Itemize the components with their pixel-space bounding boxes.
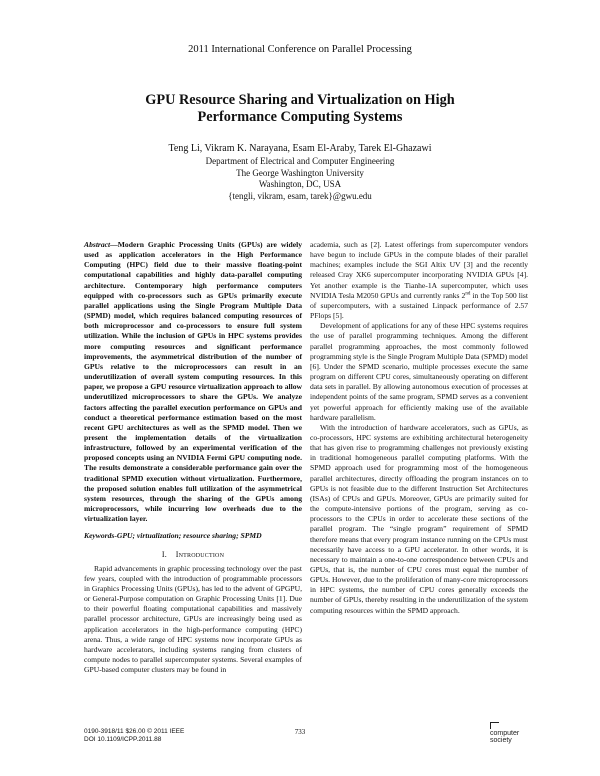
affiliation-university: The George Washington University: [236, 167, 364, 178]
abstract-text: —Modern Graphic Processing Units (GPUs) are widely used as application accelerators in the High Performance Computing (HPC) field due to their massive floating-point computational capabilities and highly data-parallel computing architecture. Contemporary high performance computers equipped with co-processors such as GPUs primarily execute parallel applications using the Single Program Multiple Data (SPMD) model, which requires balanced computing resources of both microprocessor and co-processors to ensure full system utilization. While the inclusion of GPUs in HPC systems provides more computing resources and significant performance improvements, the asymmetrical distribution of the number of GPUs relative to the microprocessors can result in an underutilization of overall system computing resources. In this paper, we propose a GPU resource virtualization approach to allow underutilized microprocessors to share the GPUs. We analyze factors affecting the parallel execution performance on GPUs and conduct a theoretical performance estimation based on the most recent GPU architectures as well as the SPMD model. Then we present the implementation details of the virtualization infrastructure, followed by an experimental verification of the proposed concepts using an NVIDIA Fermi GPU computing node. The results demonstrate a considerable performance gain over the traditional SPMD execution without virtualization. Furthermore, the proposed solution enables full utilization of the asymmetrical system resources, through the sharing of the GPUs among microprocessors, while incurring low overheads due to the virtualization layer.: [84, 240, 302, 524]
affiliation-block: [0, 156, 600, 202]
logo-text-line2: society: [490, 737, 512, 744]
author-emails: {tengli, vikram, esam, tarek}@gwu.edu: [228, 190, 372, 201]
logo-mark-icon: [490, 722, 499, 729]
logo-text-line1: computer: [490, 730, 520, 737]
intro-paragraph-1: Rapid advancements in graphic processing technology over the past few years, coupled with the introduction of programmable processors in Graphics Processing Units (GPUs), has led to the advent of GPGPU, or General-Purpose computation on Graphic Processing Units [1]. Due to their powerful floating computational capabilities and massively parallel processor architecture, GPUs are increasingly being used as application accelerators in the high-performance computing (HPC) arena. Thus, a wide range of HPC systems now incorporate GPUs as hardware accelerators, including systems ranging from clusters of compute nodes to parallel supercomputer systems. Several examples of GPU-based computer clusters may be found in: [84, 563, 302, 675]
ordinal-superscript: nd: [465, 291, 471, 297]
abstract-label: Abstract: [84, 240, 111, 249]
right-column: [310, 240, 528, 616]
intro-paragraph-3: With the introduction of hardware accelerators, such as GPUs, as co-processors, HPC systems are exhibiting architectural heterogeneity that has given rise to programming challenges not previously existing in traditional homogeneous parallel computing platforms. With the SPMD approach used for programming most of the homogeneous parallel architectures, directly offloading the program instances on to GPUs is not feasible due to the different Instruction Set Architectures (ISAs) of CPUs and GPUs. Moreover, GPUs are primarily suited for the compute-intensive portions of the program, serving as co-processors to the CPUs in order to accelerate these sections of the parallel program. The “single program” requirement of SPMD therefore means that every program instance running on the CPUs must necessarily have access to a GPU accelerator. In other words, it is necessary to maintain a one-to-one correspondence between CPUs and GPUs, that is, the number of CPU cores must equal the number of GPUs. However, due to the proliferation of many-core microprocessors in HPC systems, the number of CPU cores generally exceeds the number of GPUs, thereby resulting in the underutilization of the system computing resources within the SPMD approach.: [310, 422, 528, 615]
section-number: I.: [161, 549, 167, 559]
section-title: Introduction: [175, 549, 225, 559]
intro-paragraph-2: Development of applications for any of these HPC systems requires the use of parallel programming techniques. Among the different parallel programming approaches, the most commonly followed programming style is the Single Program Multiple Data (SPMD) model [6]. Under the SPMD scenario, multiple processes execute the same program on different CPU cores, simultaneously operating on different data sets in parallel. By allowing autonomous execution of processes at independent points of the same program, SPMD serves as a convenient yet powerful approach for efficiently making use of the available hardware parallelism.: [310, 321, 528, 422]
keywords: Keywords-GPU; virtualization; resource sharing; SPMD: [84, 531, 262, 541]
affiliation-dept: Department of Electrical and Computer Engineering: [205, 156, 395, 166]
intro-continued-text-b: in the Top 500 list of supercomputers, with a sustained Linpack performance of 2.57 PFlops [5].: [310, 290, 528, 321]
affiliation-city: Washington, DC, USA: [258, 179, 342, 189]
running-header: 2011 International Conference on Parallel Processing: [188, 44, 412, 55]
computer-society-logo: [490, 722, 530, 744]
page-number: 733: [294, 728, 306, 736]
section-heading: [84, 550, 302, 560]
abstract: [84, 240, 302, 524]
issn-price-copyright: 0190-3918/11 $26.00 © 2011 IEEE: [84, 728, 185, 735]
intro-paragraph-1-continued: [310, 240, 528, 321]
intro-continued-text-a: academia, such as [2]. Latest offerings from supercomputer vendors have begun to include GPUs in the compute blades of their parallel machines; examples include the SGI Altix UV [3] and the recently released Cray XK6 supercomputer incorporating NVIDIA GPUs [4]. Yet another example is the Tianhe-1A supercomputer, which uses NVIDIA Tesla M2050 GPUs and currently ranks 2: [310, 240, 528, 300]
left-column: [84, 240, 302, 675]
paper-title: GPU Resource Sharing and Virtualization on High Performance Computing Systems: [145, 92, 455, 125]
author-list: Teng Li, Vikram K. Narayana, Esam El-Araby, Tarek El-Ghazawi: [168, 143, 432, 154]
doi: DOI 10.1109/ICPP.2011.88: [84, 736, 162, 743]
